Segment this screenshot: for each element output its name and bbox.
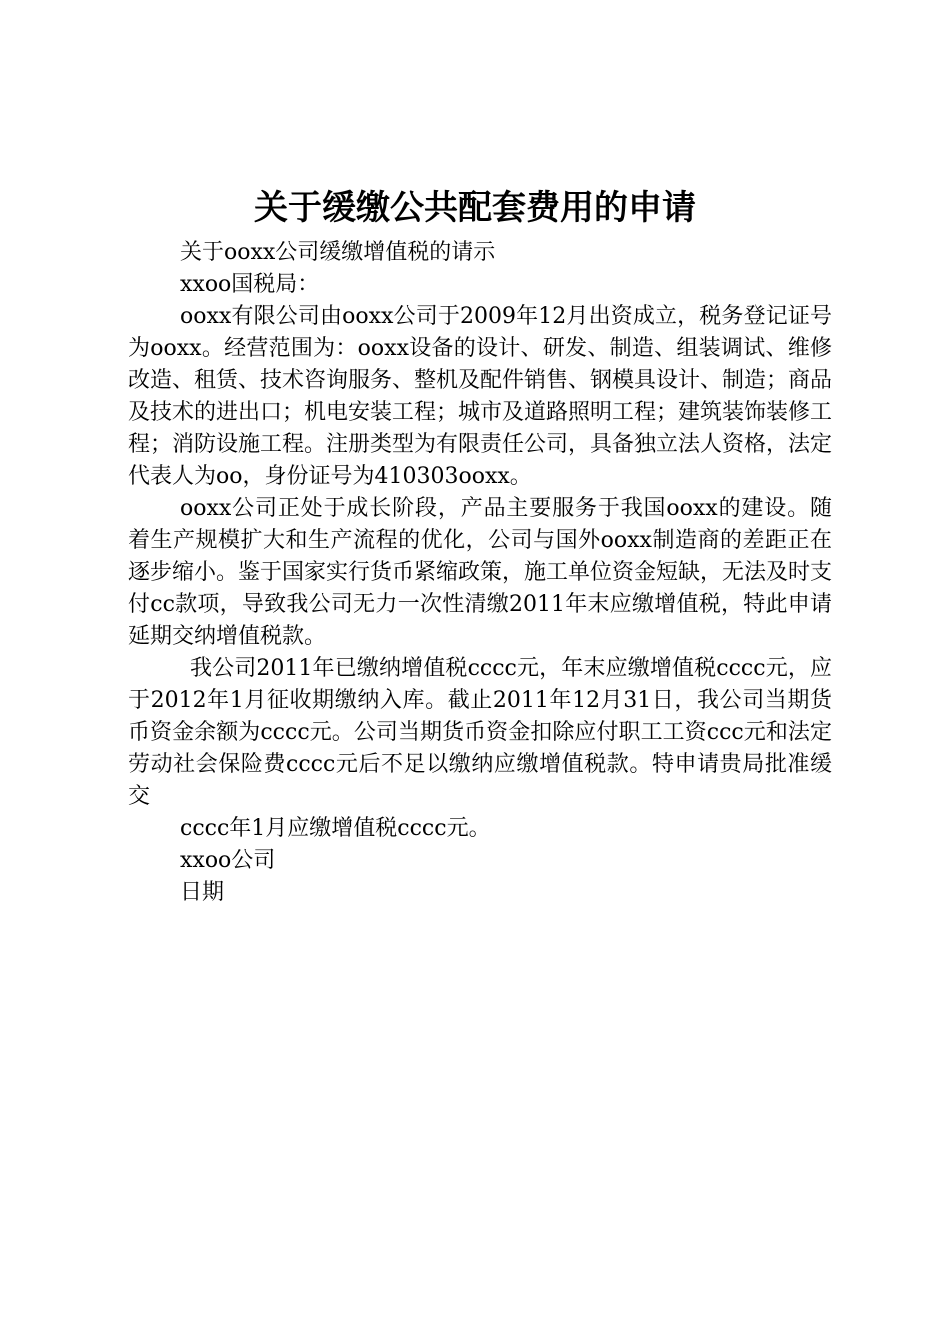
paragraph-request-amount: cccc年1月应缴增值税cccc元。	[180, 816, 491, 841]
paragraph-tax-amounts: 我公司2011年已缴纳增值税cccc元，年末应缴增值税cccc元，应于2012年1月征收期缴纳入库。截止2011年12月31日，我公司当期货币资金余额为cccc元。公司当期货币资金扣除应付职工工资ccc元和法定劳动社会保险费cccc元后不足以缴纳应缴增值税款。特申请贵局批准缓交	[128, 656, 832, 809]
paragraph-company-info: ooxx有限公司由ooxx公司于2009年12月出资成立，税务登记证号为ooxx。经营范围为：ooxx设备的设计、研发、制造、组装调试、维修改造、租赁、技术咨询服务、整机及配件销售、钢模具设计、制造；商品及技术的进出口；机电安装工程；城市及道路照明工程；建筑装饰装修工程；消防设施工程。注册类型为有限责任公司，具备独立法人资格，法定代表人为oo，身份证号为410303ooxx。	[128, 304, 833, 489]
document-body	[128, 237, 832, 909]
paragraph-date: 日期	[180, 880, 225, 905]
paragraph-addressee: xxoo国税局：	[180, 272, 320, 297]
paragraph-subject: 关于ooxx公司缓缴增值税的请示	[180, 240, 496, 265]
paragraph-signature: xxoo公司	[180, 848, 276, 873]
document-title: 关于缓缴公共配套费用的申请	[254, 188, 696, 228]
paragraph-reason: ooxx公司正处于成长阶段，产品主要服务于我国ooxx的建设。随着生产规模扩大和生产流程的优化，公司与国外ooxx制造商的差距正在逐步缩小。鉴于国家实行货币紧缩政策，施工单位资金短缺，无法及时支付cc款项，导致我公司无力一次性清缴2011年末应缴增值税，特此申请延期交纳增值税款。	[128, 496, 833, 649]
